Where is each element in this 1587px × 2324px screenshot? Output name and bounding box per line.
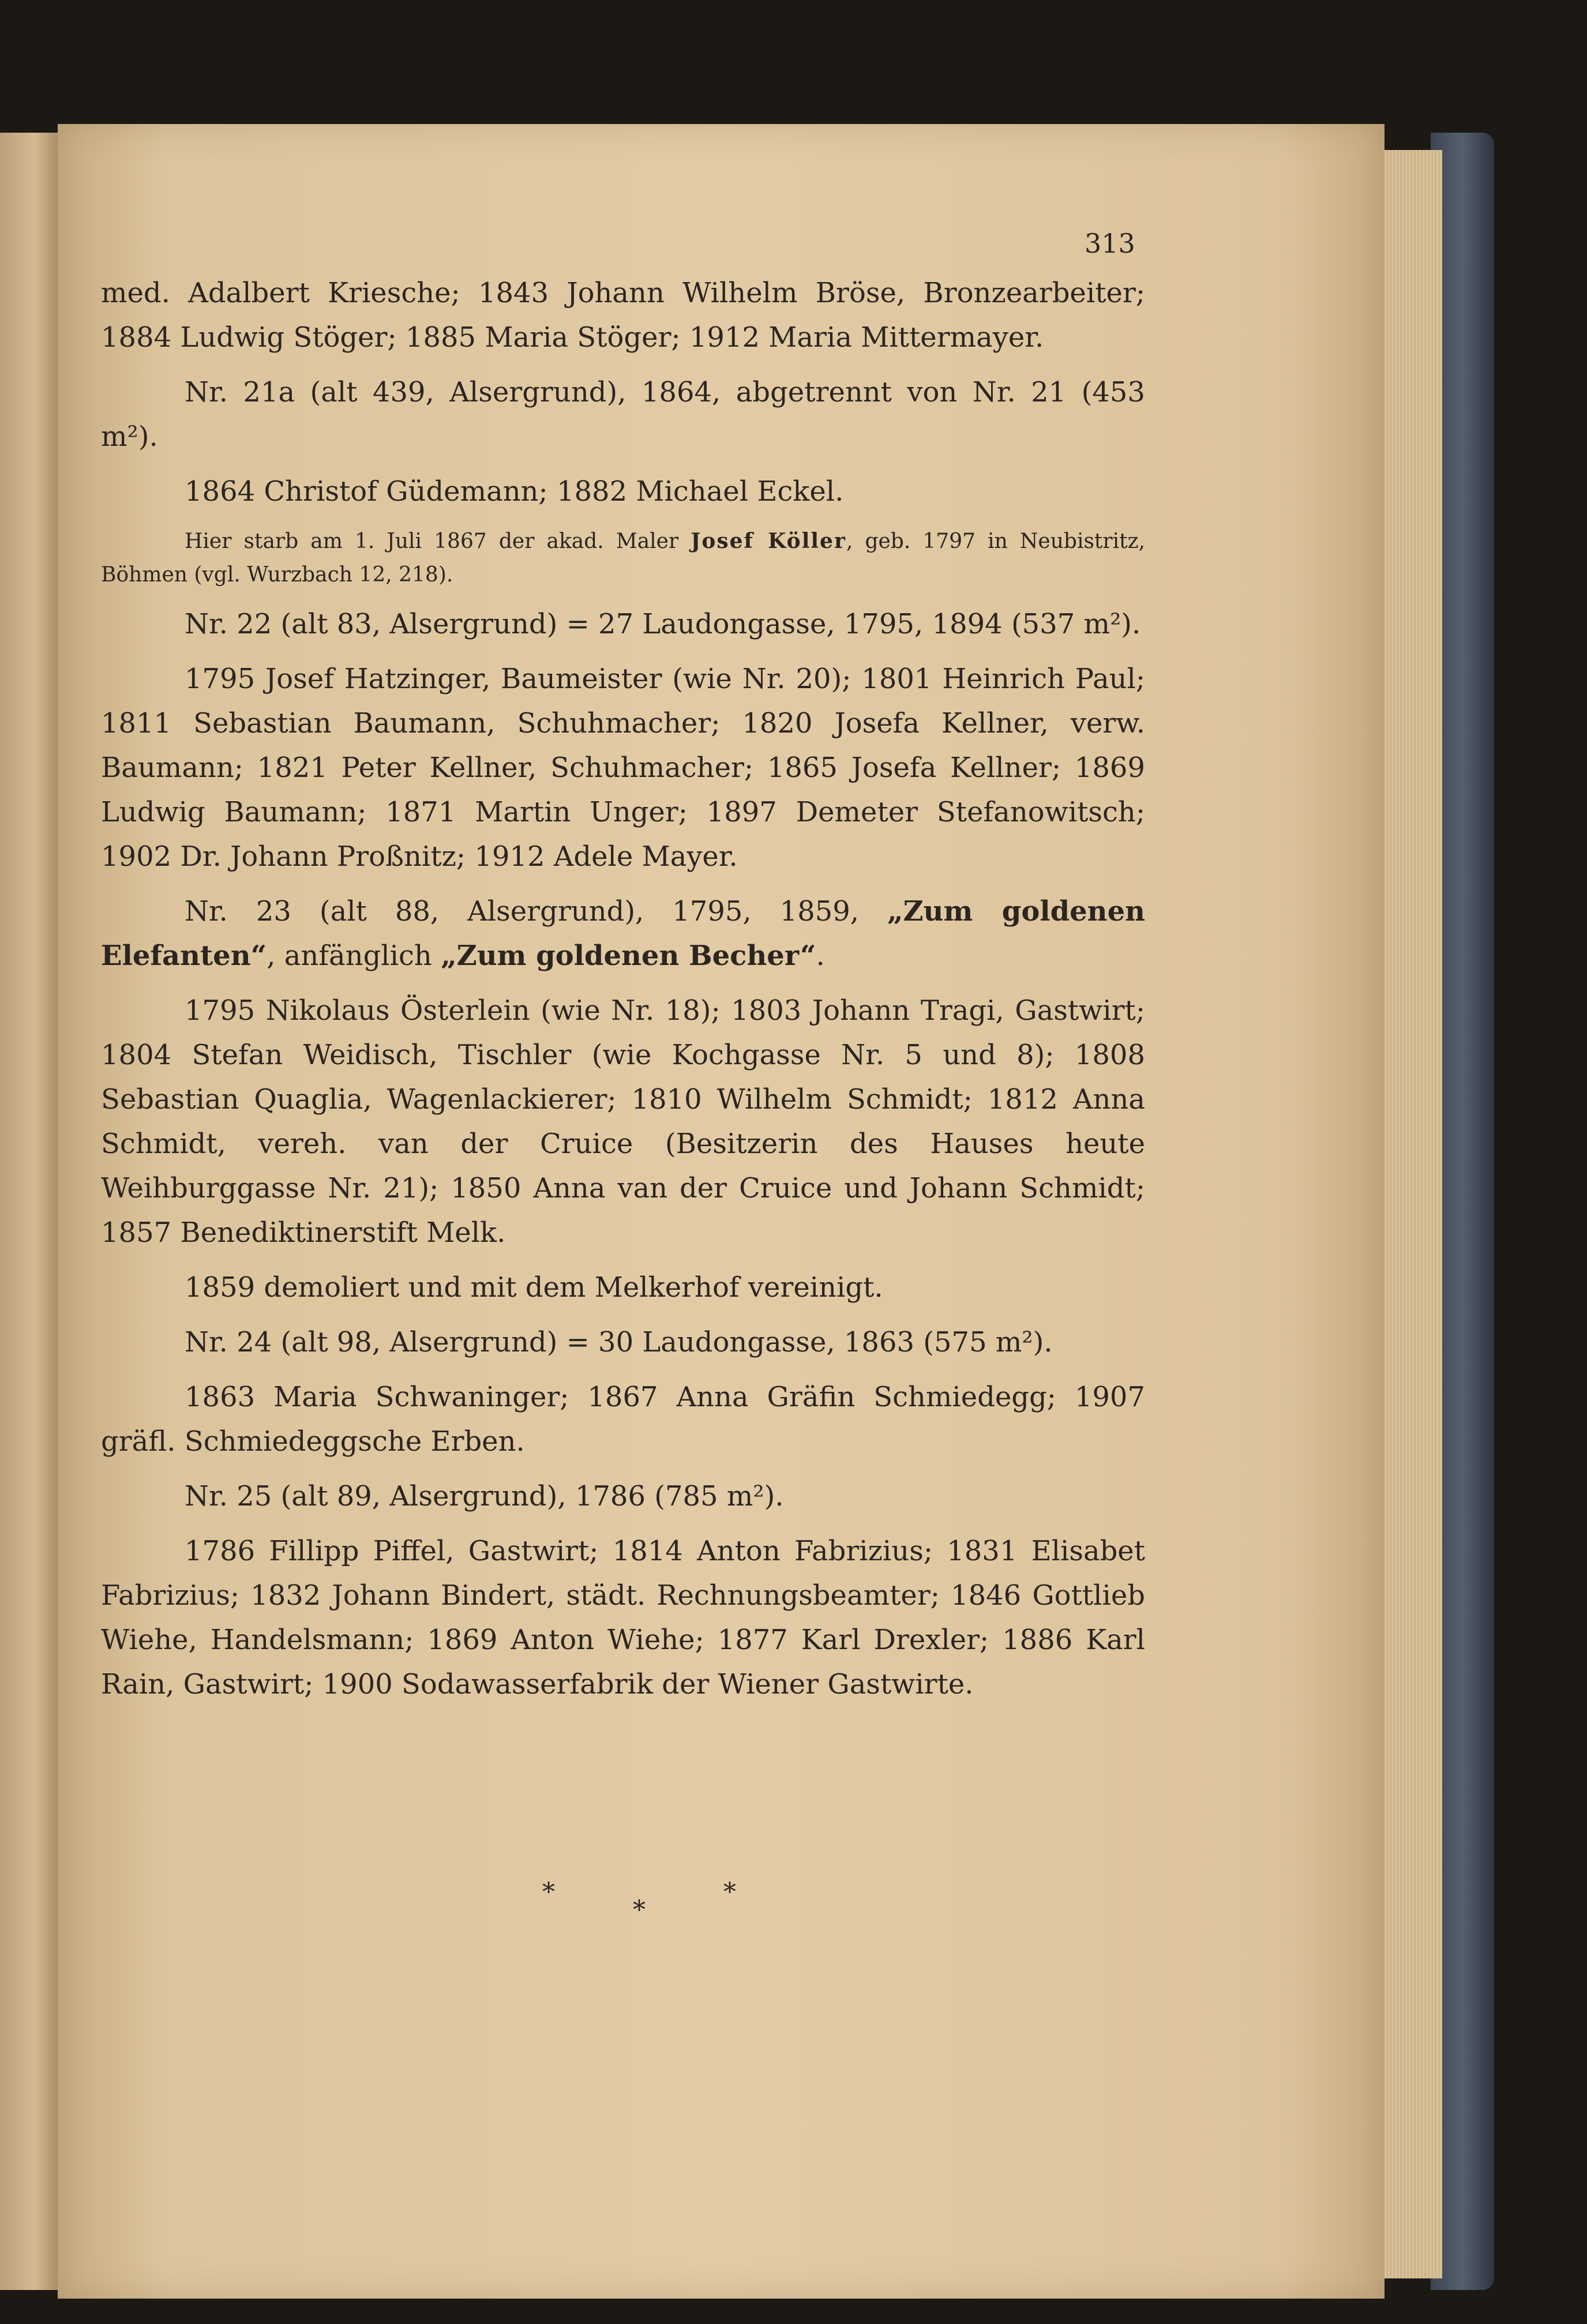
page-text: [101, 271, 1145, 1717]
page-number: 313: [1085, 228, 1135, 259]
paragraph: 1859 demoliert und mit dem Melkerhof vereinigt.: [185, 1271, 883, 1304]
facing-page-edge: [0, 133, 58, 2290]
paragraph: Nr. 22 (alt 83, Alsergrund) = 27 Laudongasse, 1795, 1894 (537 m²).: [185, 608, 1141, 640]
section-separator: [508, 1878, 773, 1925]
asterisk-right: *: [723, 1878, 738, 1907]
page-stack: [1379, 150, 1442, 2278]
paragraph: 1786 Fillipp Piffel, Gastwirt; 1814 Anton Fabrizius; 1831 Elisabet Fabrizius; 1832 Johann Bindert, städt. Rechnungsbeamter; 1846 Gottlieb Wiehe, Handelsmann; 1869 Anton Wiehe; 1877 Karl Drexler; 1886 Karl Rain, Gastwirt; 1900 Sodawasserfabrik der Wiener Gastwirte.: [101, 1535, 1145, 1700]
paragraph: Nr. 24 (alt 98, Alsergrund) = 30 Laudongasse, 1863 (575 m²).: [185, 1326, 1053, 1358]
note-paragraph: [101, 524, 1145, 592]
asterisk-center: *: [633, 1895, 648, 1925]
heading-text-before: Nr. 23 (alt 88, Alsergrund), 1795, 1859,: [185, 895, 888, 928]
heading-text-middle: , anfänglich: [267, 940, 441, 972]
house-name-1: „Zum goldenen Elefanten“: [101, 895, 1146, 972]
note-text-after: , geb. 1797 in Neubistritz, Böhmen (vgl. Wurzbach 12, 218).: [101, 530, 1145, 587]
paragraph: Nr. 21a (alt 439, Alsergrund), 1864, abgetrennt von Nr. 21 (453 m²).: [101, 376, 1145, 453]
paragraph: 1864 Christof Güdemann; 1882 Michael Eckel.: [185, 475, 844, 508]
note-text-before: Hier starb am 1. Juli 1867 der akad. Maler: [185, 530, 691, 553]
note-name: Josef Köller: [691, 529, 846, 553]
paragraph: med. Adalbert Kriesche; 1843 Johann Wilhelm Bröse, Bronzearbeiter; 1884 Ludwig Stöger; 1885 Maria Stöger; 1912 Maria Mittermayer.: [101, 277, 1145, 354]
heading-text-after: .: [816, 940, 825, 972]
paragraph: 1863 Maria Schwaninger; 1867 Anna Gräfin Schmiedegg; 1907 gräfl. Schmiedeggsche Erben.: [101, 1381, 1145, 1458]
paragraph: 1795 Nikolaus Österlein (wie Nr. 18); 1803 Johann Tragi, Gastwirt; 1804 Stefan Weidisch, Tischler (wie Kochgasse Nr. 5 und 8); 1808 Sebastian Quaglia, Wagenlackierer; 1810 Wilhelm Schmidt; 1812 Anna Schmidt, vereh. van der Cruice (Besitzerin des Hauses heute Weihburggasse Nr. 21); 1850 Anna van der Cruice und Johann Schmidt; 1857 Benediktinerstift Melk.: [101, 994, 1145, 1249]
heading-paragraph: [101, 889, 1145, 978]
paragraph: Nr. 25 (alt 89, Alsergrund), 1786 (785 m²).: [185, 1480, 784, 1512]
asterisk-left: *: [542, 1878, 557, 1907]
house-name-2: „Zum goldenen Becher“: [441, 940, 816, 972]
paragraph: 1795 Josef Hatzinger, Baumeister (wie Nr. 20); 1801 Heinrich Paul; 1811 Sebastian Baumann, Schuhmacher; 1820 Josefa Kellner, verw. Baumann; 1821 Peter Kellner, Schuhmacher; 1865 Josefa Kellner; 1869 Ludwig Baumann; 1871 Martin Unger; 1897 Demeter Stefanowitsch; 1902 Dr. Johann Proßnitz; 1912 Adele Mayer.: [101, 663, 1145, 873]
